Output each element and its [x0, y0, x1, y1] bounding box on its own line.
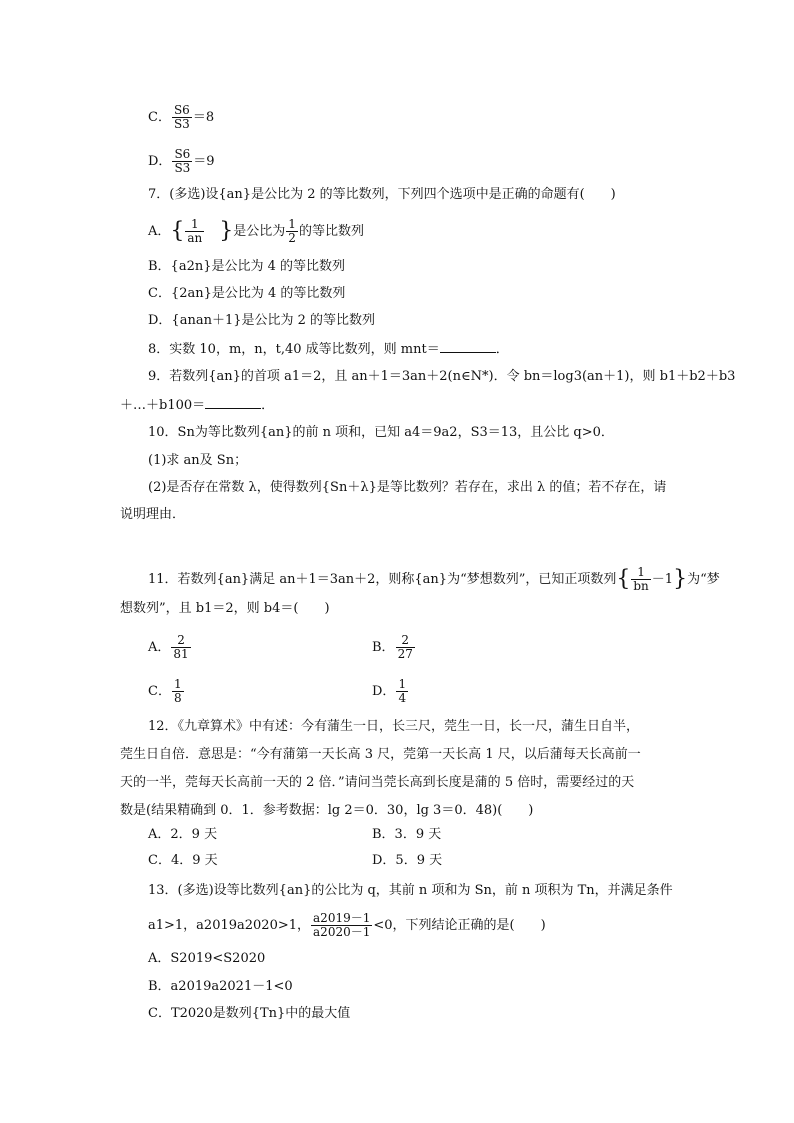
q12-option-a: A．2．9 天: [148, 827, 218, 842]
q12-line-2: 莞生日自倍．意思是：“今有蒲第一天长高 3 尺，莞第一天长高 1 尺，以后蒲每天长高前一: [120, 747, 641, 762]
q13-option-a: A．S2019<S2020: [148, 951, 266, 966]
option-label: D．: [148, 154, 172, 169]
q12-option-c: C．4．9 天: [148, 853, 218, 868]
q13-line-1: 13．(多选)设等比数列{an}的公比为 q，其前 n 项和为 Sn，前 n 项积为 Tn，并满足条件: [148, 883, 673, 898]
q7-option-d: D．{anan＋1}是公比为 2 的等比数列: [148, 313, 376, 328]
right-brace: }: [219, 218, 234, 244]
q11-option-d: D． $\frac{1}{4}$: [372, 677, 407, 705]
q12-option-b: B．3．9 天: [372, 827, 442, 842]
fraction: $\frac{S6}{S3}$: [174, 147, 191, 175]
q11-option-c: C． $\frac{1}{8}$: [148, 677, 182, 705]
q9-line-2: ＋…＋b100＝ ．: [120, 398, 275, 413]
q7-option-c: C．{2an}是公比为 4 的等比数列: [148, 286, 346, 301]
q12-line-4: 数是(结果精确到 0．1．参考数据：lg 2＝0．30，lg 3＝0．48)( ): [120, 803, 534, 818]
fraction: $\frac{1}{an}$: [187, 217, 203, 245]
q13-option-b: B．a2019a2021－1<0: [148, 979, 293, 994]
fraction: $\frac{1}{bn}$: [633, 565, 649, 593]
q8-stem: 8．实数 10，m，n，t,40 成等比数列，则 mnt＝ ．: [148, 342, 509, 357]
q6-option-c: C． $\frac{S6}{S3}$ ＝8: [148, 103, 215, 131]
q11-option-b: B． $\frac{2}{27}$: [372, 633, 413, 661]
fraction: $\frac{1}{4}$: [398, 677, 407, 705]
q7-option-a: A．{ $\frac{1}{an}$ }是公比为 $\frac{1}{2}$ 的等比数列: [148, 217, 364, 245]
q10-stem: 10．Sn为等比数列{an}的前 n 项和，已知 a4＝9a2，S3＝13，且公比 q>0．: [148, 425, 614, 440]
q10-part-2-line-2: 说明理由．: [120, 507, 186, 522]
right-brace: }: [673, 566, 688, 592]
answer-blank: [440, 340, 496, 353]
q9-line-1: 9．若数列{an}的首项 a1＝2，且 an＋1＝3an＋2(n∈N*)．令 bn＝log3(an＋1)，则 b1＋b2＋b3: [148, 369, 736, 384]
left-brace: {: [170, 218, 185, 244]
fraction: $\frac{1}{2}$: [288, 217, 296, 245]
q12-line-3: 天的一半，莞每天长高前一天的 2 倍．”请问当莞长高到长度是蒲的 5 倍时，需要经过的天: [120, 775, 635, 790]
option-label: C．: [148, 110, 171, 125]
q11-option-a: A． $\frac{2}{81}$: [148, 633, 189, 661]
q10-part-2-line-1: (2)是否存在常数 λ，使得数列{Sn＋λ}是等比数列？若存在，求出 λ 的值；若不存在，请: [148, 480, 667, 495]
q7-option-b: B．{a2n}是公比为 4 的等比数列: [148, 259, 346, 274]
q11-stem-line-2: 想数列”，且 b1＝2，则 b4＝( ): [120, 601, 330, 616]
q11-stem-line-1: 11．若数列{an}满足 an＋1＝3an＋2，则称{an}为“梦想数列”，已知正项数列{ $\frac{1}{bn}$ －1}为“梦: [148, 565, 720, 593]
fraction: $\frac{2}{81}$: [173, 633, 189, 661]
left-brace: {: [616, 566, 631, 592]
q7-stem: 7．(多选)设{an}是公比为 2 的等比数列，下列四个选项中是正确的命题有( ): [148, 187, 616, 202]
fraction: $\frac{1}{8}$: [173, 677, 182, 705]
q12-line-1: 12．《九章算术》中有述：今有蒲生一日，长三尺，莞生一日，长一尺，蒲生日自半，: [148, 719, 640, 734]
fraction: $\frac{S6}{S3}$: [173, 103, 190, 131]
q6-option-d: D． $\frac{S6}{S3}$ ＝9: [148, 147, 215, 175]
q13-line-2: a1>1，a2019a2020>1， $\frac{a2019-1}{a2020-1}$ <0，下列结论正确的是( ): [148, 911, 546, 939]
fraction: $\frac{a2019-1}{a2020-1}$: [313, 911, 371, 939]
answer-blank: [205, 396, 261, 409]
q12-option-d: D．5．9 天: [372, 853, 443, 868]
q10-part-1: (1)求 an及 Sn；: [148, 453, 248, 468]
fraction: $\frac{2}{27}$: [397, 633, 413, 661]
q13-option-c: C．T2020是数列{Tn}中的最大值: [148, 1006, 351, 1021]
